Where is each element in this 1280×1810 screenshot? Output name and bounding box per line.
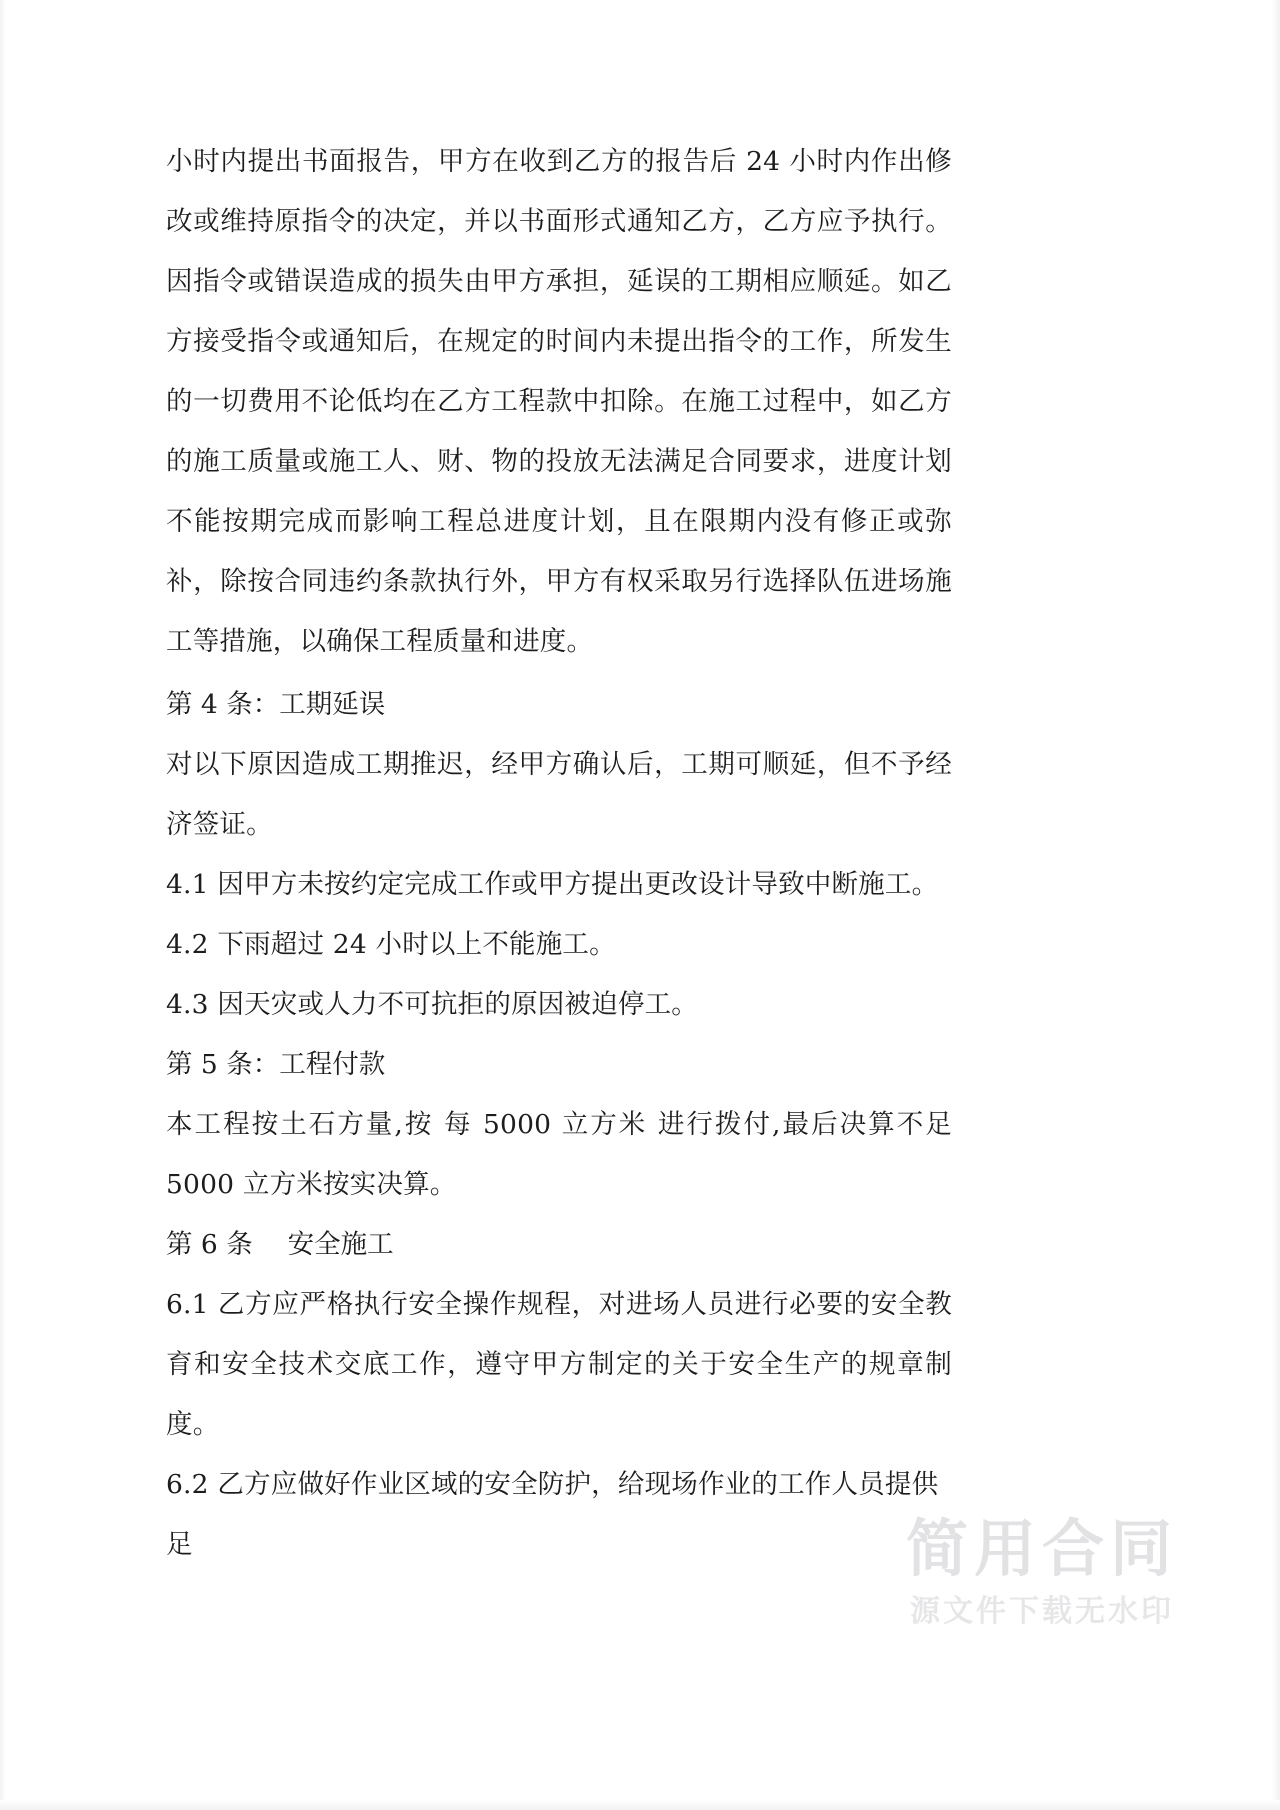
document-body (166, 132, 952, 1575)
heading-article-6: 第 6 条 安全施工 (166, 1229, 394, 1260)
paragraph-clause-4-1: 4.1 因甲方未按约定完成工作或甲方提出更改设计导致中断施工。 (166, 869, 939, 900)
paragraph-article-5-body: 本工程按土石方量,按 每 5000 立方米 进行拨付,最后决算不足 5000 立方米按实决算。 (166, 1109, 952, 1200)
page-edge-shadow-right (1272, 0, 1280, 1810)
paragraph-clause-4-2: 4.2 下雨超过 24 小时以上不能施工。 (166, 929, 616, 960)
heading-article-4: 第 4 条：工期延误 (166, 689, 386, 720)
paragraph-article-4-intro: 对以下原因造成工期推迟，经甲方确认后，工期可顺延，但不予经济签证。 (166, 749, 952, 840)
page-edge-shadow-left (0, 0, 6, 1810)
paragraph-clause-6-1: 6.1 乙方应严格执行安全操作规程，对进场人员进行必要的安全教育和安全技术交底工作，遵守甲方制定的关于安全生产的规章制度。 (166, 1289, 952, 1440)
watermark-main-text: 简用合同 (905, 1511, 1178, 1585)
paragraph-clause-6-2: 6.2 乙方应做好作业区域的安全防护，给现场作业的工作人员提供足 (166, 1469, 939, 1560)
page-edge-shadow-bottom (0, 1800, 1280, 1810)
heading-article-5: 第 5 条：工程付款 (166, 1049, 386, 1080)
paragraph-clause-4-3: 4.3 因天灾或人力不可抗拒的原因被迫停工。 (166, 989, 698, 1020)
paragraph-continuation: 小时内提出书面报告，甲方在收到乙方的报告后 24 小时内作出修改或维持原指令的决定，并以书面形式通知乙方，乙方应予执行。因指令或错误造成的损失由甲方承担，延误的工期相应顺延。如乙方接受指令或通知后，在规定的时间内未提出指令的工作，所发生的一切费用不论低均在乙方工程款中扣除。在施工过程中，如乙方的施工质量或施工人、财、物的投放无法满足合同要求，进度计划不能按期完成而影响工程总进度计划，且在限期内没有修正或弥补，除按合同违约条款执行外，甲方有权采取另行选择队伍进场施工等措施，以确保工程质量和进度。 (166, 146, 952, 657)
watermark-sub-text: 源文件下载无水印 (910, 1594, 1174, 1629)
